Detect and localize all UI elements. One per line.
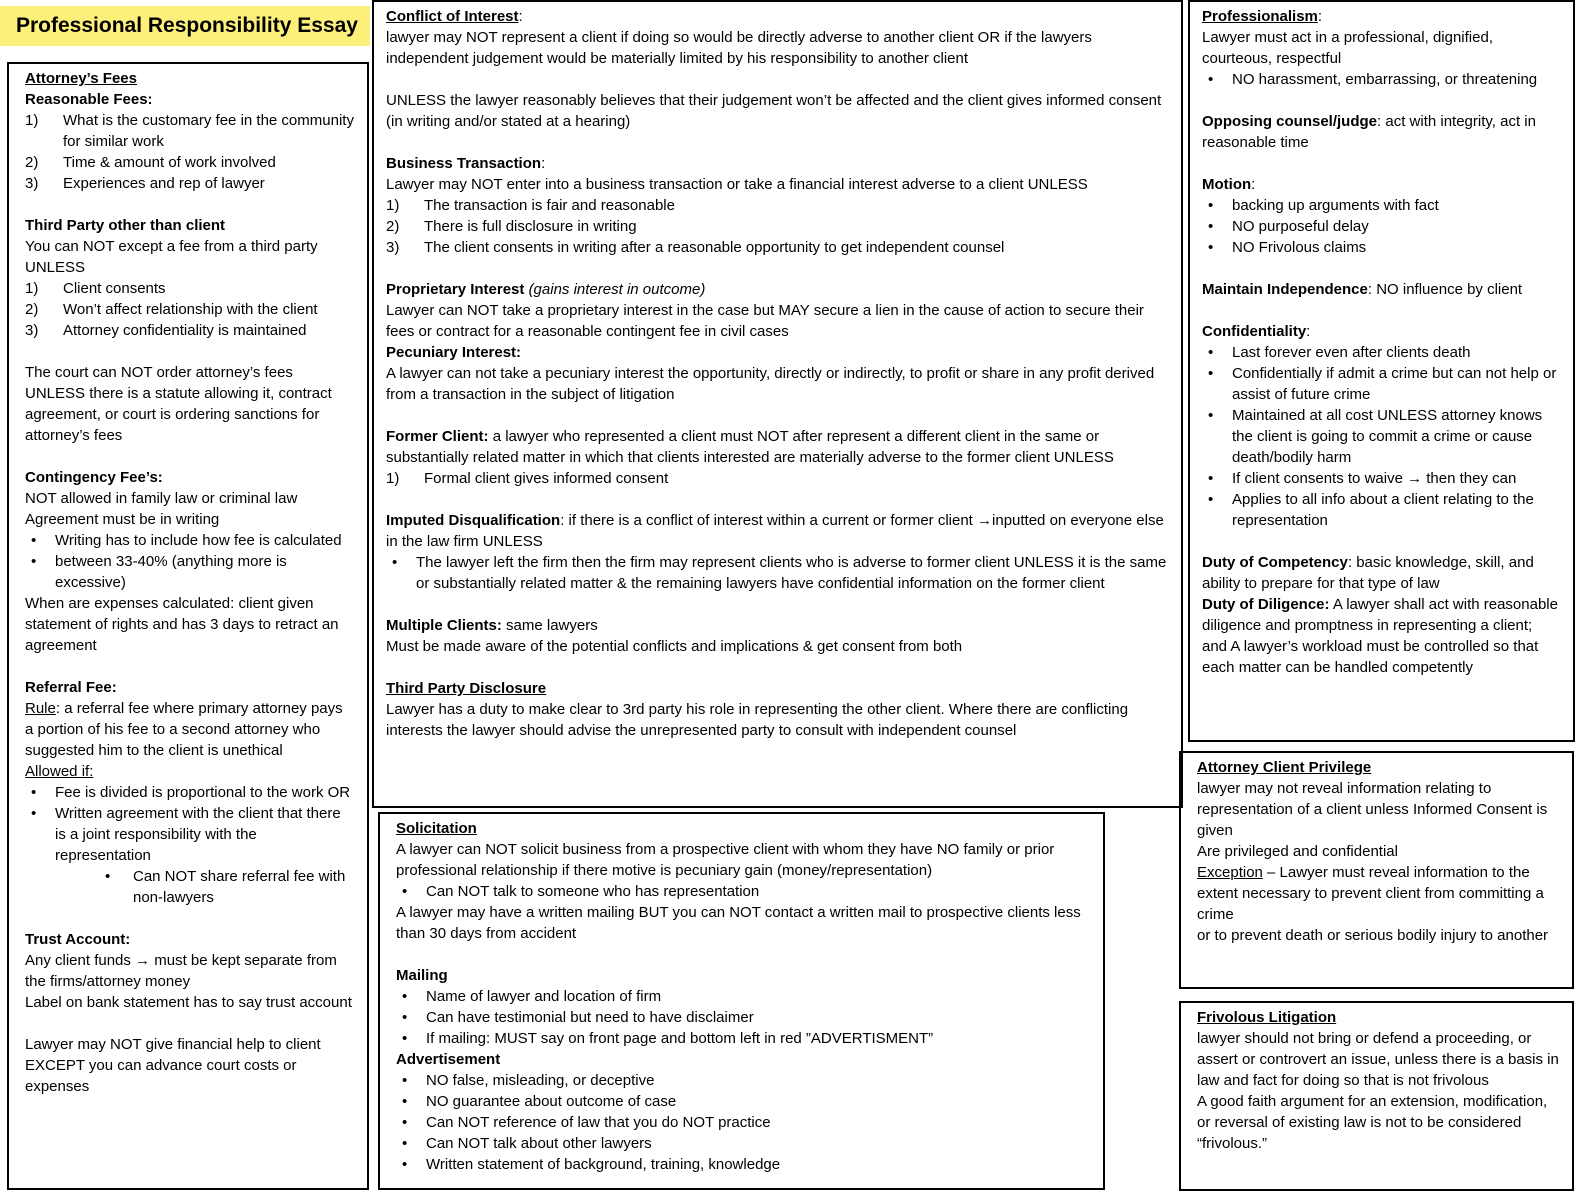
former-client-text: Former Client: a lawyer who represented a client must NOT after represent a different client in the same or substantially related matter in which that clients interested are materially adverse to the former client UNLESS: [386, 428, 1114, 466]
list-item: • backing up arguments with fact: [1202, 195, 1561, 216]
referral-list: [25, 782, 355, 866]
list-item: 3) The client consents in writing after a reasonable opportunity to get independent counsel: [386, 239, 1005, 256]
list-item: 3) Experiences and rep of lawyer: [25, 175, 265, 192]
list-item: • between 33-40% (anything more is excessive): [25, 551, 355, 593]
mailing-list: [396, 986, 1091, 1049]
former-client-list: [386, 468, 1169, 489]
referral-rule: Rule: a referral fee where primary attorney pays a portion of his fee to a second attorney who suggested him to the client is unethical: [25, 700, 343, 759]
motion-heading-line: Motion:: [1202, 176, 1256, 193]
trust-account-text: Any client funds → must be kept separate from the firms/attorney money: [25, 952, 337, 990]
independence-text: Maintain Independence: NO influence by client: [1202, 281, 1523, 298]
list-item: 1) Client consents: [25, 280, 166, 297]
pecuniary-interest-text: A lawyer can not take a pecuniary interest the opportunity, directly or indirectly, to profit or share in any profit derived from a transaction in the subject of litigation: [386, 365, 1155, 403]
list-item: 2) There is full disclosure in writing: [386, 218, 637, 235]
privilege-text: lawyer may not reveal information relating to representation of a client unless Informed Consent is given: [1197, 780, 1548, 839]
professionalism-heading-line: Professionalism:: [1202, 8, 1323, 25]
list-item: • NO guarantee about outcome of case: [396, 1091, 1091, 1112]
list-item: • Can NOT talk about other lawyers: [396, 1133, 1091, 1154]
trust-account-heading: Trust Account:: [25, 931, 131, 948]
diligence-text: Duty of Diligence: A lawyer shall act with reasonable diligence and promptness in representing a client; and A lawyer’s workload must be controlled so that each matter can be handled competently: [1202, 596, 1558, 676]
multiple-clients-text: Multiple Clients: same lawyers: [386, 617, 598, 634]
list-item: • The lawyer left the firm then the firm may represent clients who is adverse to former client UNLESS it is the same or substantially related matter & the remaining lawyers have confidential information on the former client: [386, 552, 1169, 594]
opposing-counsel-text: Opposing counsel/judge: act with integrity, act in reasonable time: [1202, 113, 1536, 151]
privilege-text: or to prevent death or serious bodily injury to another: [1197, 927, 1549, 944]
business-transaction-text: Lawyer may NOT enter into a business transaction or take a financial interest adverse to a client UNLESS: [386, 176, 1088, 193]
referral-sub-list: [25, 866, 355, 908]
list-item: 2) Time & amount of work involved: [25, 154, 276, 171]
third-party-fee-text: You can NOT except a fee from a third party UNLESS: [25, 238, 318, 276]
list-item: • Last forever even after clients death: [1202, 342, 1561, 363]
list-item: • Applies to all info about a client relating to the representation: [1202, 489, 1561, 531]
solicitation-text: A lawyer can NOT solicit business from a prospective client with whom they have NO family or prior professional relationship if there motive is pecuniary gain (money/representation): [396, 841, 1055, 879]
frivolous-litigation-section: [1179, 1001, 1574, 1191]
list-item: • Can NOT share referral fee with non-lawyers: [25, 866, 355, 908]
contingency-line: Agreement must be in writing: [25, 511, 220, 528]
imputed-disqualification-text: Imputed Disqualification: if there is a conflict of interest within a current or former client →inputted on everyone else in the law firm UNLESS: [386, 512, 1164, 550]
mailing-heading: Mailing: [396, 967, 448, 984]
conflict-heading-line: Conflict of Interest:: [386, 8, 523, 25]
list-item: • If client consents to waive → then they can: [1202, 468, 1561, 489]
list-item: 1) The transaction is fair and reasonable: [386, 197, 675, 214]
conflict-text: UNLESS the lawyer reasonably believes that their judgement won’t be affected and the client gives informed consent (in writing and/or stated at a hearing): [386, 92, 1162, 130]
contingency-fee-heading: Contingency Fee’s:: [25, 469, 163, 486]
competency-text: Duty of Competency: basic knowledge, skill, and ability to prepare for that type of law: [1202, 554, 1534, 592]
privilege-heading: Attorney Client Privilege: [1197, 759, 1372, 776]
list-item: • NO Frivolous claims: [1202, 237, 1561, 258]
privilege-exception: Exception – Lawyer must reveal information to the extent necessary to prevent client from committing a crime: [1197, 864, 1544, 923]
list-item: • NO harassment, embarrassing, or threatening: [1202, 69, 1561, 90]
advertisement-heading: Advertisement: [396, 1051, 501, 1068]
list-item: 1) What is the customary fee in the community for similar work: [25, 112, 354, 150]
attorney-client-privilege-section: [1179, 751, 1574, 989]
motion-list: [1202, 195, 1561, 258]
financial-help-text: Lawyer may NOT give financial help to client EXCEPT you can advance court costs or expenses: [25, 1036, 321, 1095]
professionalism-section: [1188, 0, 1575, 742]
frivolous-heading: Frivolous Litigation: [1197, 1009, 1337, 1026]
attorney-fees-heading: Attorney’s Fees: [25, 70, 137, 87]
reasonable-fees-heading: Reasonable Fees:: [25, 91, 153, 108]
frivolous-text: A good faith argument for an extension, modification, or reversal of existing law is not to be considered “frivolous.”: [1197, 1093, 1548, 1152]
list-item: 2) Won’t affect relationship with the client: [25, 301, 318, 318]
referral-fee-heading: Referral Fee:: [25, 679, 117, 696]
multiple-clients-text: Must be made aware of the potential conflicts and implications & get consent from both: [386, 638, 963, 655]
proprietary-interest-heading-line: Proprietary Interest (gains interest in outcome): [386, 281, 706, 298]
list-item: • Can NOT talk to someone who has representation: [396, 881, 1091, 902]
third-party-fee-heading: Third Party other than client: [25, 217, 226, 234]
advertisement-list: [396, 1070, 1091, 1175]
solicitation-list: [396, 881, 1091, 902]
trust-account-text: Label on bank statement has to say trust account: [25, 994, 352, 1011]
list-item: • Maintained at all cost UNLESS attorney knows the client is going to commit a crime or cause death/bodily harm: [1202, 405, 1561, 468]
list-item: • Written statement of background, training, knowledge: [396, 1154, 1091, 1175]
list-item: • Can NOT reference of law that you do NOT practice: [396, 1112, 1091, 1133]
list-item: • Confidentially if admit a crime but can not help or assist of future crime: [1202, 363, 1561, 405]
professionalism-text: Lawyer must act in a professional, dignified, courteous, respectful: [1202, 29, 1493, 67]
solicitation-section: [378, 812, 1105, 1190]
contingency-list: [25, 530, 355, 593]
list-item: • If mailing: MUST say on front page and bottom left in red ”ADVERTISMENT”: [396, 1028, 1091, 1049]
referral-allowed-label: Allowed if:: [25, 763, 94, 780]
page-title: Professional Responsibility Essay: [0, 6, 370, 46]
list-item: • Name of lawyer and location of firm: [396, 986, 1091, 1007]
attorney-fees-section: [7, 62, 369, 1190]
list-item: • Can have testimonial but need to have disclaimer: [396, 1007, 1091, 1028]
frivolous-text: lawyer should not bring or defend a proceeding, or assert or controvert an issue, unless there is a basis in law and fact for doing so that is not frivolous: [1197, 1030, 1559, 1089]
pecuniary-interest-heading: Pecuniary Interest:: [386, 344, 522, 361]
proprietary-interest-text: Lawyer can NOT take a proprietary interest in the case but MAY secure a lien in the cause of action to secure their fees or contract for a reasonable contingent fee in civil cases: [386, 302, 1144, 340]
list-item: 1) Formal client gives informed consent: [386, 470, 669, 487]
expenses-text: When are expenses calculated: client given statement of rights and has 3 days to retract an agreement: [25, 595, 339, 654]
imputed-disqualification-list: [386, 552, 1169, 594]
confidentiality-list: [1202, 342, 1561, 531]
privilege-text: Are privileged and confidential: [1197, 843, 1398, 860]
solicitation-heading: Solicitation: [396, 820, 477, 837]
business-transaction-heading-line: Business Transaction:: [386, 155, 546, 172]
conflict-of-interest-section: [372, 0, 1183, 808]
court-fees-text: The court can NOT order attorney’s fees UNLESS there is a statute allowing it, contract agreement, or court is ordering sanctions for attorney’s fees: [25, 364, 332, 444]
contingency-line: NOT allowed in family law or criminal law: [25, 490, 298, 507]
business-transaction-list: [386, 195, 1169, 258]
third-party-disclosure-text: Lawyer has a duty to make clear to 3rd party his role in representing the other client. Where there are conflicting interests the lawyer should advise the unrepresented party to consult with independent counsel: [386, 701, 1129, 739]
conflict-text: lawyer may NOT represent a client if doing so would be directly adverse to another client OR if the lawyers independent judgement would be materially limited by his responsibility to another client: [386, 29, 1092, 67]
third-party-disclosure-heading: Third Party Disclosure: [386, 680, 547, 697]
list-item: • Fee is divided is proportional to the work OR: [25, 782, 355, 803]
list-item: • NO purposeful delay: [1202, 216, 1561, 237]
solicitation-text: A lawyer may have a written mailing BUT you can NOT contact a written mail to prospective clients less than 30 days from accident: [396, 904, 1081, 942]
list-item: 3) Attorney confidentiality is maintained: [25, 322, 307, 339]
list-item: • Writing has to include how fee is calculated: [25, 530, 355, 551]
confidentiality-heading-line: Confidentiality:: [1202, 323, 1311, 340]
list-item: • Written agreement with the client that there is a joint responsibility with the representation: [25, 803, 355, 866]
reasonable-fees-list: [25, 110, 355, 194]
list-item: • NO false, misleading, or deceptive: [396, 1070, 1091, 1091]
professionalism-list: [1202, 69, 1561, 90]
third-party-fee-list: [25, 278, 355, 341]
